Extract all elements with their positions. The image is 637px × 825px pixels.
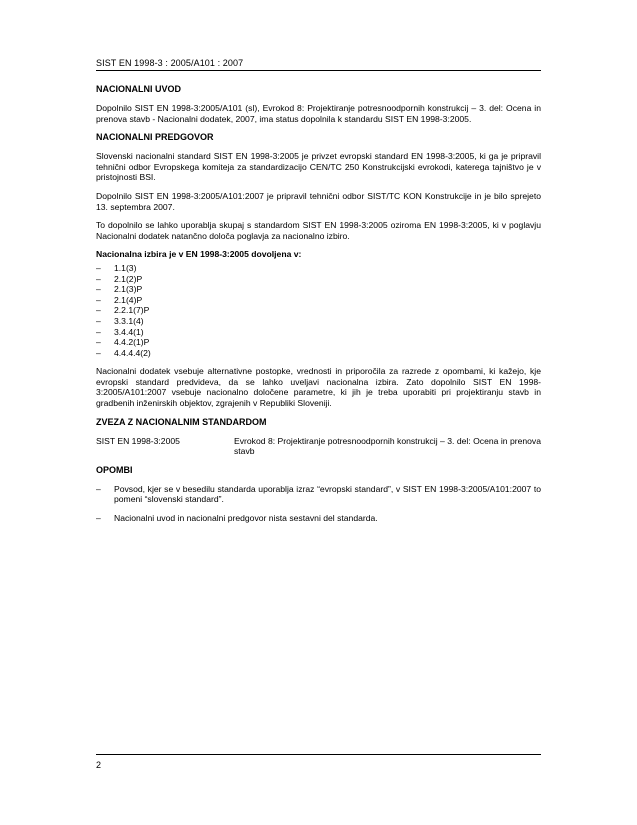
list-item: – 2.1(2)P bbox=[96, 274, 541, 285]
notes-list bbox=[96, 484, 541, 524]
document-body bbox=[96, 84, 541, 532]
section-heading: ZVEZA Z NACIONALNIM STANDARDOM bbox=[96, 416, 267, 427]
document-page bbox=[96, 0, 541, 825]
list-item: – 2.1(4)P bbox=[96, 295, 541, 306]
paragraph: Dopolnilo SIST EN 1998-3:2005/A101 (sl), Evrokod 8: Projektiranje potresnoodpornih konstrukcij – 3. del: Ocena in prenova stavb - Nacionalni dodatek, 2007, ima status dopolnila k standardu SIST EN 1998-3:2005. bbox=[96, 103, 541, 124]
paragraph: Slovenski nacionalni standard SIST EN 1998-3:2005 je privzet evropski standard EN 1998-3:2005, ki ga je pripravil tehnični odbor Evropskega komiteja za standardizacijo CEN/TC 250 Konstrukcijski evrokodi, katerega tajništvo je v pristojnosti BSI. bbox=[96, 151, 541, 183]
paragraph: Dopolnilo SIST EN 1998-3:2005/A101:2007 je pripravil tehnični odbor SIST/TC KON Konstrukcije in je bilo sprejeto 13. septembra 2007. bbox=[96, 190, 541, 212]
list-heading: Nacionalna izbira je v EN 1998-3:2005 dovoljena v: bbox=[96, 249, 302, 260]
list-item: – 3.3.1(4) bbox=[96, 316, 541, 327]
section-heading: OPOMBI bbox=[96, 464, 133, 475]
footer-divider bbox=[96, 754, 541, 755]
list-item: – 2.1(3)P bbox=[96, 284, 541, 295]
standard-reference-row bbox=[96, 436, 541, 457]
section-nacionalni-uvod bbox=[96, 84, 541, 124]
section-nacionalni-predgovor bbox=[96, 132, 541, 408]
page-header: SIST EN 1998-3 : 2005/A101 : 2007 bbox=[96, 58, 244, 68]
standard-code: SIST EN 1998-3:2005 bbox=[96, 435, 180, 446]
paragraph: Nacionalni dodatek vsebuje alternativne postopke, vrednosti in priporočila za razrede z opombami, ki kažejo, kje evropski standard predvideva, da se lahko uveljavi nacionalna izbira. Zato dopolnilo SIST EN 1998-3:2005/A101:2007 vsebuje nacionalno določene parametre, ki jih je treba uporabiti pri projektiranju stavb in gradbenih inženirskih objektov, zgrajenih v Republiki Sloveniji. bbox=[96, 366, 541, 409]
header-divider bbox=[96, 70, 541, 71]
list-item: – 3.4.4(1) bbox=[96, 327, 541, 338]
list-item: – 4.4.2(1)P bbox=[96, 337, 541, 348]
list-item: – 4.4.4.4(2) bbox=[96, 348, 541, 359]
note-item: – Povsod, kjer se v besedilu standarda uporablja izraz “evropski standard”, v SIST EN 1998-3:2005/A101:2007 to pomeni “slovenski standard”. bbox=[96, 484, 541, 505]
standard-title: Evrokod 8: Projektiranje potresnoodpornih konstrukcij – 3. del: Ocena in prenova stavb bbox=[234, 435, 541, 457]
paragraph: To dopolnilo se lahko uporablja skupaj s standardom SIST EN 1998-3:2005 oziroma EN 1998-3:2005, ki v poglavju Nacionalni dodatek natančno določa poglavja za nacionalno izbiro. bbox=[96, 220, 541, 241]
section-opombi bbox=[96, 465, 541, 524]
list-item: – 2.2.1(7)P bbox=[96, 305, 541, 316]
section-zveza bbox=[96, 417, 541, 457]
section-heading: NACIONALNI PREDGOVOR bbox=[96, 132, 214, 143]
national-choice-list bbox=[96, 263, 541, 358]
section-heading: NACIONALNI UVOD bbox=[96, 84, 181, 94]
list-item: – 1.1(3) bbox=[96, 263, 541, 274]
page-number: 2 bbox=[96, 760, 102, 770]
note-item: – Nacionalni uvod in nacionalni predgovor nista sestavni del standarda. bbox=[96, 513, 541, 524]
